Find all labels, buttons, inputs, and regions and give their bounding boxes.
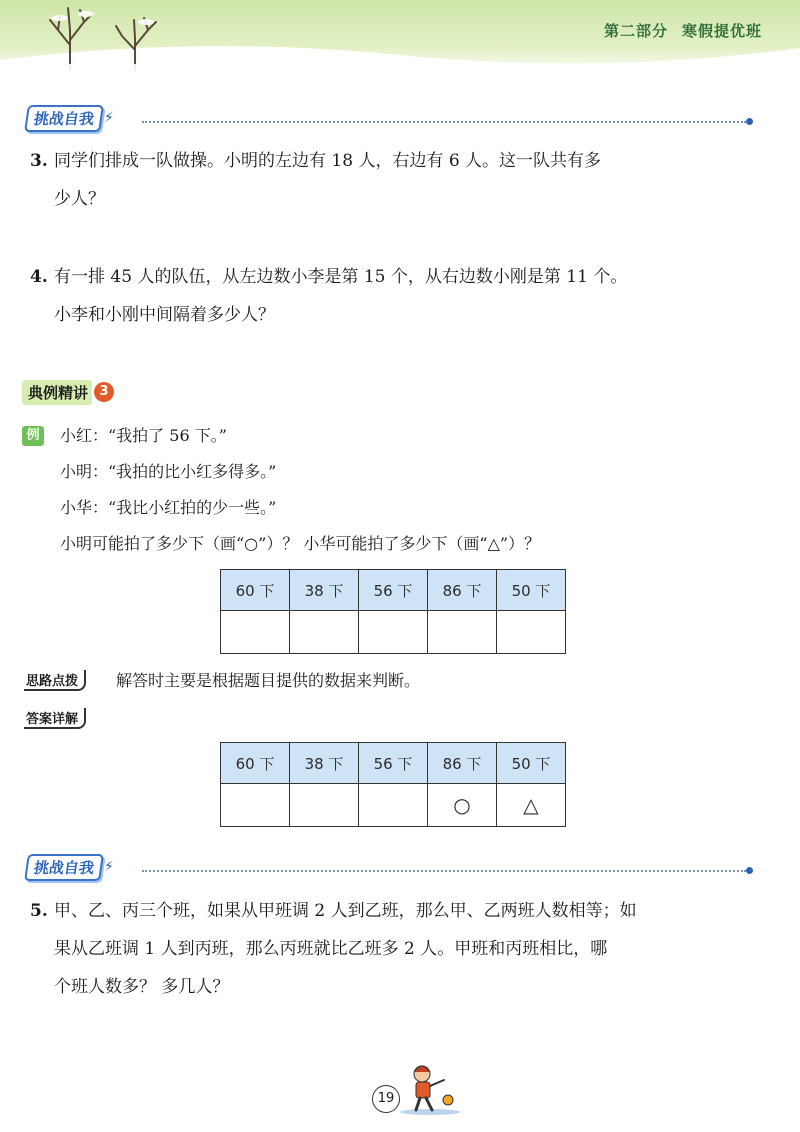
- table-row: [221, 611, 566, 654]
- question-text-line: 个班人数多？ 多几人？: [54, 977, 230, 997]
- challenge-badge-2: [26, 853, 114, 881]
- divider-end-dot: [746, 118, 753, 125]
- section-number-badge: 3: [94, 382, 114, 402]
- table-cell: [221, 784, 290, 827]
- hint-text: 解答时主要是根据题目提供的数据来判断。: [116, 671, 421, 690]
- header-course: 寒假提优班: [681, 22, 762, 40]
- challenge-badge-label: 挑战自我: [24, 105, 104, 132]
- answer-label: 答案详解: [24, 708, 86, 729]
- table-cell: [359, 611, 428, 654]
- table-cell: 60 下: [221, 570, 290, 611]
- table-cell: 60 下: [221, 743, 290, 784]
- header-part: 第二部分: [603, 22, 668, 40]
- table-cell: 56 下: [359, 743, 428, 784]
- example-line: 小华：“我比小红拍的少一些。”: [60, 498, 277, 517]
- challenge-badge-label: 挑战自我: [24, 854, 104, 881]
- question-5: [30, 892, 637, 1006]
- table-cell: [221, 611, 290, 654]
- question-3: [30, 142, 601, 218]
- dotted-divider-2: [142, 870, 746, 872]
- table-cell: [290, 784, 359, 827]
- table-header-row: [221, 743, 566, 784]
- question-text-line: 甲、乙、丙三个班，如果从甲班调 2 人到乙班，那么甲、乙两班人数相等；如: [54, 901, 637, 921]
- question-text-line: 少人？: [54, 189, 105, 209]
- winter-trees-icon: [30, 0, 180, 72]
- triangle-mark-cell: △: [497, 784, 566, 827]
- question-table: [220, 569, 566, 654]
- section-title: [22, 379, 114, 405]
- divider-end-dot: [746, 867, 753, 874]
- page-header-band: [0, 0, 800, 78]
- example-line: 小明可能拍了多少下（画“○”）？ 小华可能拍了多少下（画“△”）？: [60, 534, 541, 553]
- dotted-divider-1: [142, 121, 746, 123]
- table-cell: [290, 611, 359, 654]
- hint-label: 思路点拨: [24, 670, 86, 691]
- challenge-badge-1: [26, 104, 114, 132]
- table-cell: 50 下: [497, 743, 566, 784]
- table-cell: [359, 784, 428, 827]
- table-cell: [428, 611, 497, 654]
- header-title: [604, 20, 762, 41]
- table-cell: 38 下: [290, 743, 359, 784]
- question-text-line: 有一排 45 人的队伍，从左边数小李是第 15 个，从右边数小刚是第 11 个。: [54, 267, 628, 287]
- question-number: 5.: [30, 901, 48, 921]
- page-number: 19: [372, 1085, 400, 1113]
- question-text-line: 果从乙班调 1 人到丙班，那么丙班就比乙班多 2 人。甲班和丙班相比，哪: [54, 939, 608, 959]
- lightning-icon: ⚡: [104, 859, 114, 875]
- circle-mark-cell: ○: [428, 784, 497, 827]
- example-line: 小明：“我拍的比小红多得多。”: [60, 462, 277, 481]
- lightning-icon: ⚡: [104, 110, 114, 126]
- table-cell: 86 下: [428, 743, 497, 784]
- question-number: 4.: [30, 267, 48, 287]
- table-cell: 38 下: [290, 570, 359, 611]
- example-label: 例: [22, 426, 44, 446]
- kid-illustration-icon: [396, 1060, 466, 1116]
- question-4: [30, 258, 627, 334]
- answer-table: [220, 742, 566, 827]
- question-number: 3.: [30, 151, 48, 171]
- table-cell: 86 下: [428, 570, 497, 611]
- table-row: [221, 784, 566, 827]
- example-line: 小红：“我拍了 56 下。”: [60, 426, 227, 445]
- section-title-label: 典例精讲: [22, 380, 92, 405]
- table-header-row: [221, 570, 566, 611]
- table-cell: [497, 611, 566, 654]
- question-text-line: 小李和小刚中间隔着多少人？: [54, 305, 275, 325]
- question-text-line: 同学们排成一队做操。小明的左边有 18 人，右边有 6 人。这一队共有多: [54, 151, 602, 171]
- table-cell: 50 下: [497, 570, 566, 611]
- table-cell: 56 下: [359, 570, 428, 611]
